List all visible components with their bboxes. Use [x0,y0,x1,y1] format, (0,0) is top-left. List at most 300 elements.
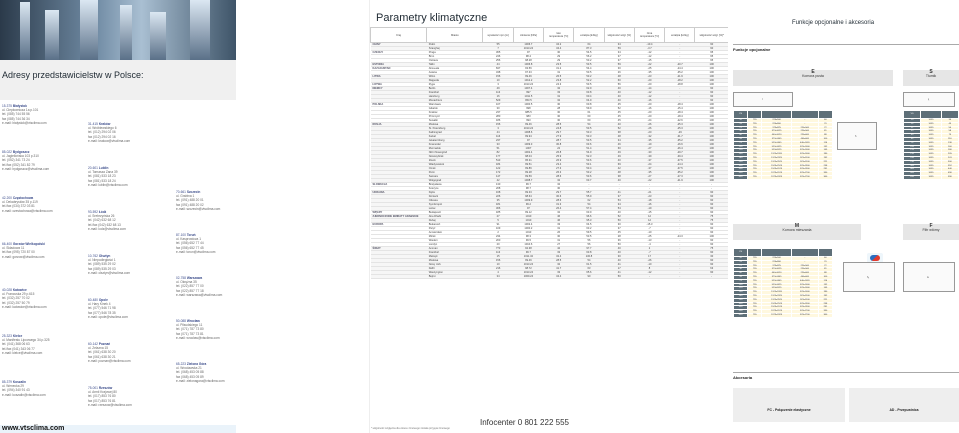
spec-value-cell: 1055 [921,119,941,123]
value-cell: -10 [634,231,664,235]
office-postcode: 65-223 [176,362,186,366]
city-cell: Krasnodar [427,143,483,147]
spec-value-cell: 755 [748,175,762,179]
office-address [176,319,232,340]
office-address [176,190,232,211]
value-cell: 90 [695,251,728,255]
spec-value-cell: 523x1700 [791,172,818,176]
value-cell: 22 [544,147,574,151]
spec-value-cell: 755 [748,264,762,268]
value-cell: 365 [483,51,513,55]
country-cell: UKRAINA [371,191,427,195]
value-cell: -18.4 [665,103,695,107]
value-cell: 1011.5 [513,95,543,99]
office-email[interactable]: e-mail: poznan@vtsclima.com [88,358,131,363]
value-cell: -24.3 [665,235,695,239]
value-cell: -26 [634,123,664,127]
spec-value-cell: 755 [748,306,762,310]
value-cell: 53.5 [574,83,604,87]
spec-value-cell: 221 [818,160,832,164]
module-empty-chamber [733,70,893,86]
value-cell: 99.94 [513,135,543,139]
value-cell: 46 [544,219,574,223]
spec-value-cell: 1055 [921,160,941,164]
office-email[interactable]: e-mail: warszawa@vtsclima.com [176,292,223,297]
office-phone: ul. Wróblewskiego 6 [88,126,117,131]
spec-size-cell: 15 [734,122,748,126]
value-cell: - [665,183,695,187]
office-email[interactable]: e-mail: bialystok@vtsclima.com [2,120,47,125]
spec-value-cell: 58 [941,130,958,134]
value-cell: 30 [544,235,574,239]
value-cell: 34.4 [544,47,574,51]
value-cell: 100 [695,131,728,135]
value-cell: 26 [604,71,634,75]
diagram-label-l: l [762,98,763,101]
spec-value-cell: 523x1000 [791,149,818,153]
spec-value-cell: 220x500 [762,257,791,261]
value-cell: 100 [695,119,728,123]
value-cell: -37.5 [665,159,695,163]
spec-value-cell: 523x2025 [762,287,791,291]
value-cell: 30 [604,67,634,71]
value-cell: 1013.24 [513,271,543,275]
value-cell: 64.9 [574,99,604,103]
office-phone: tel./fax (041) 343 06 77 [2,346,35,351]
city-cell: Meksyk [427,255,483,259]
spec-value-cell: 60 [818,119,832,123]
spec-value-cell: 145 [818,149,832,153]
value-cell: 63.8 [574,91,604,95]
value-cell: - [695,187,728,191]
spec-value-cell: 440x600 [791,137,818,141]
office-phone: tel. (042) 632 68 12 [88,218,116,223]
spec-size-cell: 15 [904,122,921,126]
value-cell: - [665,191,695,195]
city-cell: Moskwa [427,259,483,263]
value-cell: 1011.34 [513,255,543,259]
functions-title: Funkcje opcjonalne i akcesoria [792,20,875,26]
value-cell: 99.7 [513,251,543,255]
value-cell: 10 [483,79,513,83]
value-cell: 95.3 [574,219,604,223]
spec-header-vs: VS [904,111,921,119]
spec-row [904,172,959,176]
value-cell: 62.9 [574,87,604,91]
city-cell: Mińsk [427,235,483,239]
office-city-name: Łódź [98,210,107,214]
value-cell: 56.2 [574,55,604,59]
value-cell: 99.86 [513,167,543,171]
value-cell: 59.9 [574,107,604,111]
value-cell: 32 [544,211,574,215]
value-cell: 2 [634,247,664,251]
office-phone: tel. (056) 652 77 44 [176,241,204,246]
city-cell: Wiedeń [427,239,483,243]
value-cell: 1006.8 [513,63,543,67]
office-postcode: 15-375 [2,104,12,108]
office-email[interactable]: e-mail: olsztyn@vtsclima.com [88,270,131,275]
spec-row [904,119,959,123]
spec-value-cell: 523x1100 [791,160,818,164]
value-cell: -21.9 [665,75,695,79]
value-cell: - [604,187,634,191]
value-cell: 107 [483,103,513,107]
value-cell: 55.9 [574,195,604,199]
value-cell: 54.9 [574,151,604,155]
value-cell: 529 [483,99,513,103]
office-email[interactable]: e-mail: opole@vtsclima.com [88,314,128,319]
spec-value-cell: 36 [941,119,958,123]
value-cell: -7 [634,251,664,255]
value-cell: 53.2 [574,171,604,175]
value-cell: 1007.4 [513,87,543,91]
value-cell: 53 [604,199,634,203]
city-cell: Nowosybirsk [427,155,483,159]
office-address [2,150,58,171]
value-cell: 63.8 [574,251,604,255]
office-email[interactable]: e-mail: szczecin@vtsclima.com [176,206,221,211]
value-cell: 49 [604,155,634,159]
spec-value-cell: 220x600 [791,272,818,276]
value-cell: 34 [604,139,634,143]
country-cell: KAZACHSTAN [371,67,427,71]
spec-value-cell: 220x800 [762,122,791,126]
office-email[interactable]: e-mail: wroclaw@vtsclima.com [176,335,220,340]
spec-value-cell: 523x1445 [762,279,791,283]
value-cell: 38 [604,131,634,135]
spec-value-cell: 755 [748,137,762,141]
value-cell: 993 [513,119,543,123]
value-cell: -30 [634,151,664,155]
value-cell: 99.46 [513,75,543,79]
value-cell: 847 [483,67,513,71]
accessory-damper [849,388,959,422]
spec-size-cell: 400 [904,168,921,172]
value-cell: 53.5 [574,235,604,239]
value-cell: 12 [634,219,664,223]
value-cell: 90 [695,231,728,235]
office-email[interactable]: e-mail: koszalin@vtsclima.com [2,392,46,397]
value-cell: 92.38 [513,247,543,251]
value-cell: 90 [695,239,728,243]
value-cell: 12 [634,215,664,219]
value-cell: -32 [634,135,664,139]
office-phone: ul. Zelazna 15 [88,346,109,351]
accessory-flexible-connection [733,388,845,422]
spec-value-cell: 1123x2325 [762,156,791,160]
spec-value-cell: 523x1700 [791,313,818,317]
value-cell: 90 [695,259,728,263]
value-cell: 37 [604,55,634,59]
value-cell: 53.2 [574,59,604,63]
value-cell: 38 [604,175,634,179]
silencer-diagram [903,92,955,107]
spec-value-cell: 523x1000 [791,145,818,149]
office-phone: ul. Okrężna 35 [176,280,197,285]
spec-value-cell: 100 [818,137,832,141]
office-postcode: 25-323 [2,334,12,338]
value-cell: 48 [604,171,634,175]
module-s-letter: S [929,69,933,75]
spec-size-cell: 21 [734,264,748,268]
office-address [176,233,232,254]
office-address [88,298,144,319]
spec-row [734,313,833,317]
section-accessories: Akcesoria [733,375,753,380]
office-phone: ul. Składowa 11 [2,246,25,251]
value-cell: 100 [695,63,728,67]
value-cell: 1010 [513,215,543,219]
value-cell: 97.33 [513,71,543,75]
spec-value-cell: 755 [748,310,762,314]
spec-header-cell [818,249,832,257]
spec-size-cell: 55 [734,137,748,141]
value-cell: 985.5 [513,111,543,115]
value-cell: 156 [483,123,513,127]
value-cell: 63.2 [574,227,604,231]
value-cell: 1009.3 [513,143,543,147]
office-phone: tel./fax (052) 341 82 79 [2,162,35,167]
city-cell: Niżni Nowogród [427,151,483,155]
value-cell: 147 [483,175,513,179]
value-cell: 49 [483,87,513,91]
office-postcode: 60-480 [88,298,98,302]
spec-size-cell: 21 [734,126,748,130]
value-cell: 90 [574,275,604,279]
website-link[interactable]: www.vtsclima.com [2,425,65,432]
spec-header-cell [791,249,818,257]
value-cell: 59.5 [574,231,604,235]
value-cell: 100 [695,83,728,87]
spec-value-cell: 1523x2525 [762,302,791,306]
spec-value-cell: 1055 [921,145,941,149]
spec-value-cell: 440x1020 [791,279,818,283]
office-email[interactable]: e-mail: bydgoszcz@vtsclima.com [2,166,50,171]
office-email[interactable]: e-mail: krakow@vtsclima.com [88,138,131,143]
value-cell: -23 [634,75,664,79]
spec-value-cell: 1055 [921,126,941,130]
value-cell: 90 [695,191,728,195]
value-cell: -18 [634,199,664,203]
value-cell: 30 [544,119,574,123]
office-phone: ul. Kasprowicza 1 [176,237,201,242]
spec-value-cell: 755 [748,272,762,276]
empty-chamber-spec-table [733,110,833,180]
spec-value-cell: 1055 [921,156,941,160]
office-email[interactable]: e-mail: lodz@vtsclima.com [88,226,126,231]
office-email[interactable]: e-mail: katowice@vtsclima.com [2,304,47,309]
office-city-name: Gorzów Wielkopolski [12,242,45,246]
divider [733,44,959,45]
value-cell: 37 [604,59,634,63]
value-cell: -13 [634,239,664,243]
city-cell: St. Petersburg [427,127,483,131]
value-cell: 122 [483,167,513,171]
value-cell: 61.5 [574,263,604,267]
value-cell: 24.8 [544,127,574,131]
value-cell: 7 [483,47,513,51]
office-phone: fax (022) 857 77 18 [176,288,204,293]
office-email[interactable]: e-mail: torun@vtsclima.com [176,249,216,254]
value-cell: 177 [483,155,513,159]
office-postcode: 40-028 [2,288,12,292]
office-phone: tel. (012) 294 02 06 [88,130,116,135]
value-cell: 90 [695,199,728,203]
value-cell: -15.3 [634,223,664,227]
spec-value-cell: 755 [748,149,762,153]
spec-size-cell: 75 [734,141,748,145]
office-email[interactable]: e-mail: rzeszow@vtsclima.com [88,402,132,407]
spec-value-cell: 490 [941,172,958,176]
value-cell: 53.6 [574,175,604,179]
value-cell: 63 [695,267,728,271]
value-cell: -20 [634,103,664,107]
office-city-name: Katowice [12,288,27,292]
country-cell: ESTONIA [371,63,427,67]
spec-value-cell: 523x1100 [791,156,818,160]
country-cell: ŚWIAT [371,247,427,251]
value-cell: 1013.24 [513,83,543,87]
value-cell: - [665,199,695,203]
divider [733,372,959,373]
value-cell: 20 [483,243,513,247]
spec-header-cell [748,111,762,119]
value-cell: -39.4 [665,155,695,159]
value-cell: 98.3 [513,235,543,239]
spec-value-cell: 373x1445 [762,275,791,279]
value-cell: 90 [695,223,728,227]
spec-value-cell: 220x500 [791,268,818,272]
office-city-name: Toruń [186,233,196,237]
spec-value-cell: 220x500 [791,130,818,134]
spec-size-cell: 230 [734,160,748,164]
value-cell: 983 [513,115,543,119]
optional-functions-panel [733,0,959,433]
value-cell: 32.4 [544,255,574,259]
value-cell: 53.2 [574,75,604,79]
office-city-name: Kielce [12,334,23,338]
spec-value-cell: 755 [748,126,762,130]
office-address [88,210,144,231]
silencer-spec-table [903,110,959,180]
value-cell: 99.28 [513,171,543,175]
value-cell: 34 [604,51,634,55]
value-cell: - [665,227,695,231]
value-cell: 95 [695,59,728,63]
value-cell: 60 [574,119,604,123]
value-cell: -15 [634,211,664,215]
value-cell: 90 [695,243,728,247]
spec-header-row [904,111,959,119]
spec-size-cell: 10 [734,257,748,261]
value-cell: - [665,47,695,51]
spec-size-cell: 650 [734,175,748,179]
value-cell: 28.6 [544,199,574,203]
value-cell: - [665,243,695,247]
office-address [88,122,144,143]
value-cell: 26 [544,231,574,235]
value-cell: 28 [604,235,634,239]
spec-size-cell: 100 [734,145,748,149]
value-cell: 23.4 [544,163,574,167]
office-postcode: 93-592 [88,210,98,214]
spec-value-cell: 590 [941,175,958,179]
value-cell: 186 [483,119,513,123]
value-cell: 90 [695,227,728,231]
office-email[interactable]: e-mail: zielonagora@vtsclima.com [176,378,225,383]
value-cell: 1010.6 [513,243,543,247]
office-phone: tel./fax (042) 632 68 13 [88,222,121,227]
spec-value-cell: 300 [941,160,958,164]
value-cell: 90 [695,87,728,91]
spec-value-cell: 1055 [921,137,941,141]
value-cell: 36 [604,239,634,243]
value-cell: 54.4 [574,67,604,71]
value-cell: 226 [483,195,513,199]
office-city-name: Opole [98,298,108,302]
spec-value-cell: 755 [748,279,762,283]
value-cell: 26.9 [544,159,574,163]
value-cell: 31 [544,95,574,99]
value-cell: 100 [695,103,728,107]
office-phone: tel. (077) 546 71 98 [88,306,116,311]
city-cell: Alma-ata [427,67,483,71]
office-email[interactable]: e-mail: czestochowa@vtsclima.com [2,208,53,213]
office-city-name: Olsztyn [98,254,111,258]
spec-value-cell: 755 [748,294,762,298]
value-cell: 100 [695,111,728,115]
value-cell: 10 [483,263,513,267]
country-cell: ROSJA [371,123,427,127]
office-email[interactable]: e-mail: gorzow@vtsclima.com [2,254,45,259]
country-cell: SŁOWACJA [371,183,427,187]
module-silencer [903,70,959,86]
spec-value-cell: 180 [818,291,832,295]
office-address [88,342,144,363]
value-cell: 100 [695,123,728,127]
value-cell: 53.3 [574,135,604,139]
value-cell: 27 [544,243,574,247]
value-cell: - [665,215,695,219]
spec-value-cell: 523x1300 [791,306,818,310]
value-cell: 33 [544,271,574,275]
value-cell: 1013.24 [513,127,543,131]
office-city-name: Koszalin [12,380,26,384]
city-cell: Bejrut [427,275,483,279]
office-phone: tel. (094) 340 91 43 [2,388,30,393]
city-cell: Odessa [427,199,483,203]
value-cell: 52 [604,215,634,219]
office-email[interactable]: e-mail: lublin@vtsclima.com [88,182,128,187]
spec-value-cell: 755 [748,122,762,126]
city-cell: Samara [427,175,483,179]
value-cell: 45 [604,103,634,107]
value-cell: -22 [634,63,664,67]
spec-value-cell: 755 [748,275,762,279]
value-cell: 100 [695,179,728,183]
value-cell: -35.2 [665,71,695,75]
spec-value-cell: - [791,119,818,123]
value-cell: 24.3 [544,83,574,87]
value-cell: 33 [544,91,574,95]
spec-value-cell: 1973x3325 [762,313,791,317]
value-cell: 35 [483,199,513,203]
value-cell: 90 [695,211,728,215]
office-email[interactable]: e-mail: kielce@vtsclima.com [2,350,43,355]
city-cell: Bukareszt [427,223,483,227]
value-cell: -20.7 [665,63,695,67]
